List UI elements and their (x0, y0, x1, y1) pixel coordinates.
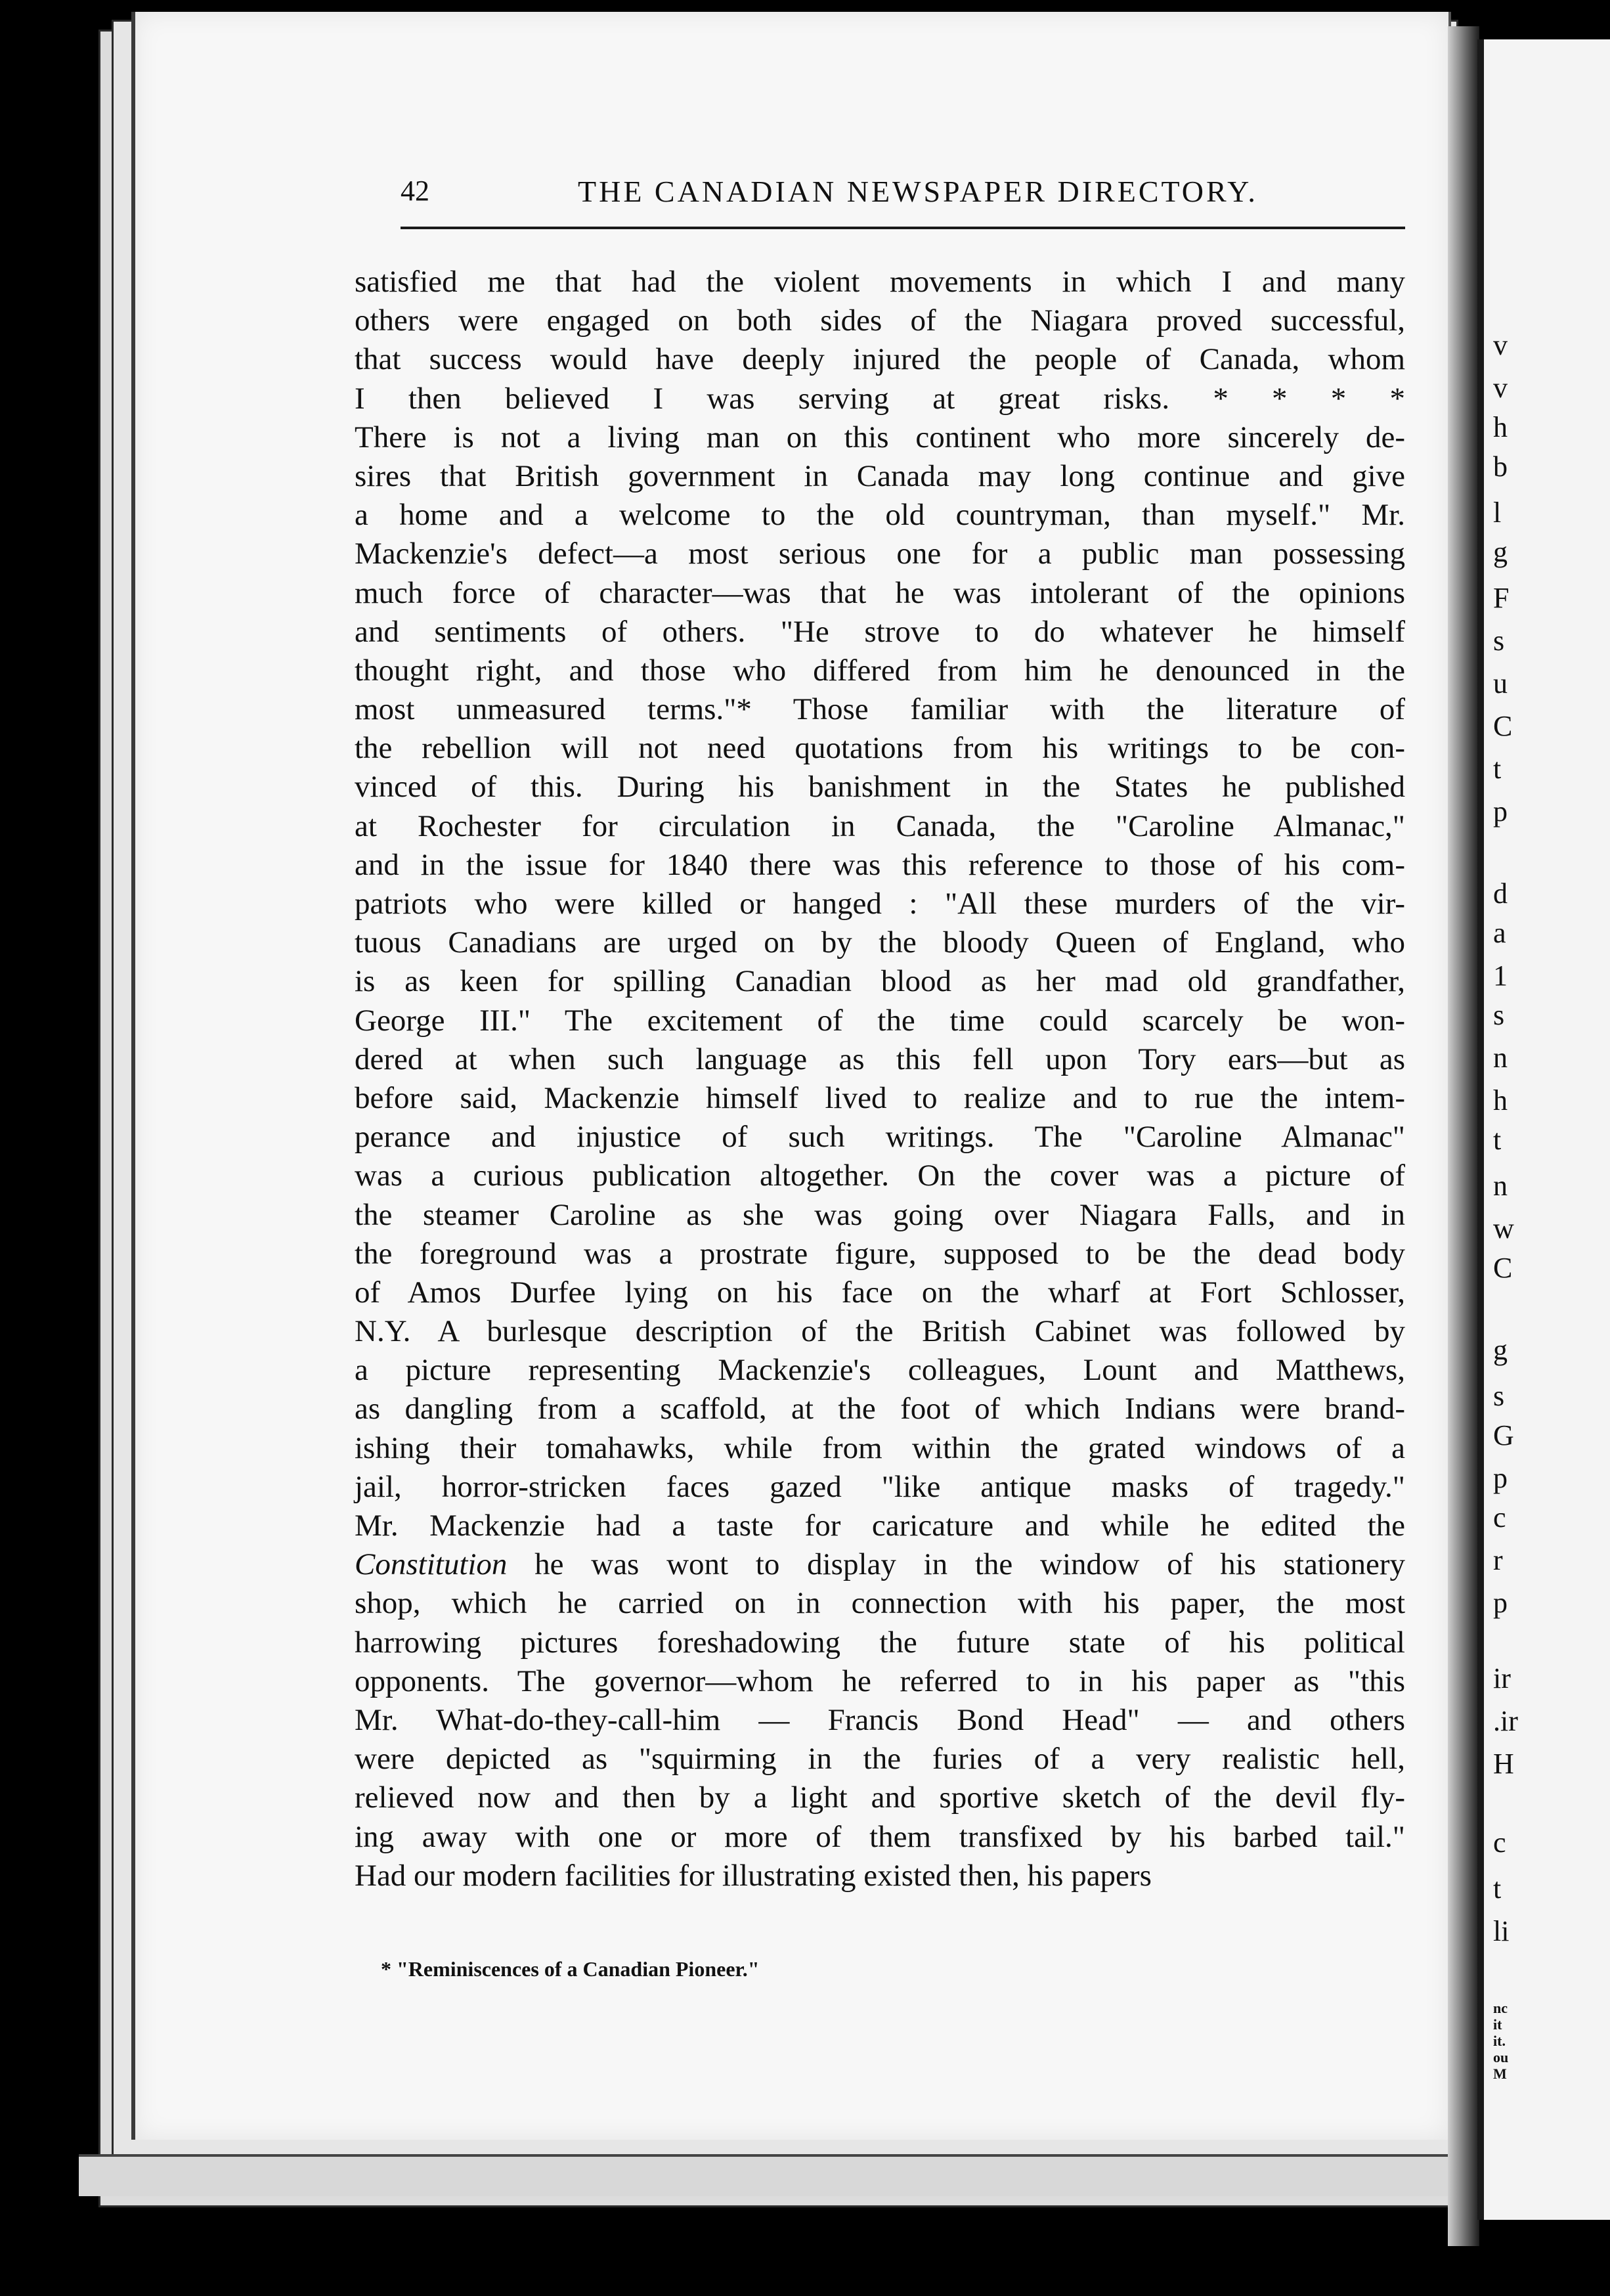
book-gutter (1448, 26, 1479, 2246)
facing-text-fragment: b (1493, 451, 1508, 483)
text-line: a picture representing Mackenzie's colleagues, Lount and Matthews, (355, 1353, 1405, 1388)
facing-text-fragment: 1 (1493, 960, 1508, 992)
facing-text-fragment: n (1493, 1170, 1508, 1202)
text-line: perance and injustice of such writings. The "Caroline Almanac" (355, 1120, 1405, 1155)
text-line: was a curious publication altogether. On the cover was a picture of (355, 1159, 1405, 1193)
text-line: the foreground was a prostrate figure, supposed to be the dead body (355, 1236, 1405, 1271)
text-line: much force of character—was that he was intolerant of the opinions (355, 575, 1405, 610)
text-line: the rebellion will not need quotations from his writings to be con- (355, 731, 1405, 766)
facing-footnote-fragment: ou (1493, 2049, 1509, 2065)
text-line: at Rochester for circulation in Canada, the "Caroline Almanac," (355, 808, 1405, 843)
facing-footnote-fragment: it. (1493, 2033, 1506, 2049)
text-line: Mackenzie's defect—a most serious one for a public man possessing (355, 537, 1405, 571)
text-line: Mr. What-do-they-call-him — Francis Bond Head" — and others (355, 1702, 1405, 1737)
text-line: as dangling from a scaffold, at the foot of which Indians were brand- (355, 1392, 1405, 1426)
facing-text-fragment: t (1493, 1124, 1502, 1156)
text-line: ishing their tomahawks, while from within the grated windows of a (355, 1430, 1405, 1465)
text-line: a home and a welcome to the old countryman, than myself." Mr. (355, 498, 1405, 533)
text-line: and sentiments of others. "He strove to do whatever he himself (355, 614, 1405, 649)
text-line: dered at when such language as this fell upon Tory ears—but as (355, 1042, 1405, 1076)
facing-text-fragment: p (1493, 1462, 1508, 1494)
facing-text-fragment: h (1493, 411, 1508, 443)
text-line: is as keen for spilling Canadian blood as her mad old grandfather, (355, 964, 1405, 999)
facing-text-fragment: r (1493, 1544, 1503, 1576)
facing-text-fragment: t (1493, 1872, 1502, 1905)
text-line: Constitution he was wont to display in the window of his stationery (355, 1547, 1405, 1582)
running-header (401, 174, 1405, 229)
text-line: satisfied me that had the violent movements in which I and many (355, 265, 1405, 299)
text-line: of Amos Durfee lying on his face on the wharf at Fort Schlosser, (355, 1275, 1405, 1310)
text-line: Mr. Mackenzie had a taste for caricature and while he edited the (355, 1509, 1405, 1543)
text-line: and in the issue for 1840 there was this reference to those of his com- (355, 847, 1405, 882)
text-line: others were engaged on both sides of the Niagara proved successful, (355, 303, 1405, 338)
text-line: patriots who were killed or hanged : "All these murders of the vir- (355, 887, 1405, 921)
text-line: Had our modern facilities for illustrating existed then, his papers (355, 1858, 1152, 1893)
facing-footnote-fragment: M (1493, 2065, 1507, 2082)
text-line: before said, Mackenzie himself lived to realize and to rue the intem- (355, 1080, 1405, 1115)
facing-text-fragment: C (1493, 710, 1513, 742)
facing-footnote-fragment: it (1493, 2016, 1502, 2033)
facing-text-fragment: c (1493, 1826, 1506, 1859)
facing-text-fragment: F (1493, 582, 1510, 614)
text-line: jail, horror-stricken faces gazed "like antique masks of tragedy." (355, 1469, 1405, 1504)
text-line: There is not a living man on this continent who more sincerely de- (355, 420, 1405, 454)
facing-text-fragment: p (1493, 795, 1508, 828)
facing-text-fragment: H (1493, 1748, 1514, 1780)
facing-text-fragment: s (1493, 999, 1505, 1031)
page-edges-bottom (79, 2154, 1458, 2196)
facing-text-fragment: G (1493, 1419, 1514, 1451)
text-line: most unmeasured terms."* Those familiar with the literature of (355, 692, 1405, 727)
facing-text-fragment: .ir (1493, 1705, 1518, 1737)
facing-text-fragment: d (1493, 877, 1508, 910)
facing-page-fragment (1477, 39, 1610, 2220)
text-line: thought right, and those who differed from him he denounced in the (355, 653, 1405, 688)
facing-text-fragment: t (1493, 753, 1502, 785)
facing-text-fragment: ir (1493, 1662, 1511, 1694)
text-line: were depicted as "squirming in the furies of a very realistic hell, (355, 1742, 1405, 1777)
page-number: 42 (401, 175, 429, 207)
text-line: sires that British government in Canada may long continue and give (355, 458, 1405, 493)
facing-footnote-fragment: nc (1493, 2000, 1508, 2016)
text-line: George III." The excitement of the time could scarcely be won- (355, 1003, 1405, 1038)
facing-text-fragment: w (1493, 1212, 1514, 1245)
facing-text-fragment: u (1493, 667, 1508, 699)
text-line: the steamer Caroline as she was going over Niagara Falls, and in (355, 1197, 1405, 1232)
facing-text-fragment: C (1493, 1252, 1513, 1284)
facing-text-fragment: a (1493, 917, 1506, 949)
text-line: ing away with one or more of them transfixed by his barbed tail." (355, 1819, 1405, 1854)
text-line: opponents. The governor—whom he referred to in his paper as "this (355, 1664, 1405, 1698)
text-line: I then believed I was serving at great risks. * * * * (355, 381, 1405, 416)
facing-text-fragment: c (1493, 1501, 1506, 1534)
facing-text-fragment: s (1493, 625, 1505, 657)
text-line: that success would have deeply injured the people of Canada, whom (355, 342, 1405, 377)
facing-text-fragment: h (1493, 1084, 1508, 1116)
facing-text-fragment: s (1493, 1380, 1505, 1412)
facing-text-fragment: g (1493, 536, 1508, 568)
text-line: relieved now and then by a light and sportive sketch of the devil fly- (355, 1780, 1405, 1815)
facing-text-fragment: v (1493, 329, 1508, 361)
facing-text-fragment: p (1493, 1587, 1508, 1619)
text-line: N.Y. A burlesque description of the British Cabinet was followed by (355, 1314, 1405, 1349)
running-title: THE CANADIAN NEWSPAPER DIRECTORY. (578, 175, 1258, 208)
text-line: shop, which he carried on in connection with his paper, the most (355, 1586, 1405, 1621)
facing-text-fragment: n (1493, 1042, 1508, 1074)
facing-text-fragment: v (1493, 372, 1508, 404)
facing-text-fragment: g (1493, 1334, 1508, 1366)
facing-text-fragment: li (1493, 1915, 1510, 1947)
text-line: tuous Canadians are urged on by the bloody Queen of England, who (355, 925, 1405, 960)
footnote: * "Reminiscences of a Canadian Pioneer." (381, 1957, 760, 1981)
text-line: harrowing pictures foreshadowing the future state of his political (355, 1625, 1405, 1660)
text-line: vinced of this. During his banishment in the States he published (355, 770, 1405, 805)
facing-text-fragment: l (1493, 497, 1502, 529)
body-text (355, 263, 1405, 1895)
